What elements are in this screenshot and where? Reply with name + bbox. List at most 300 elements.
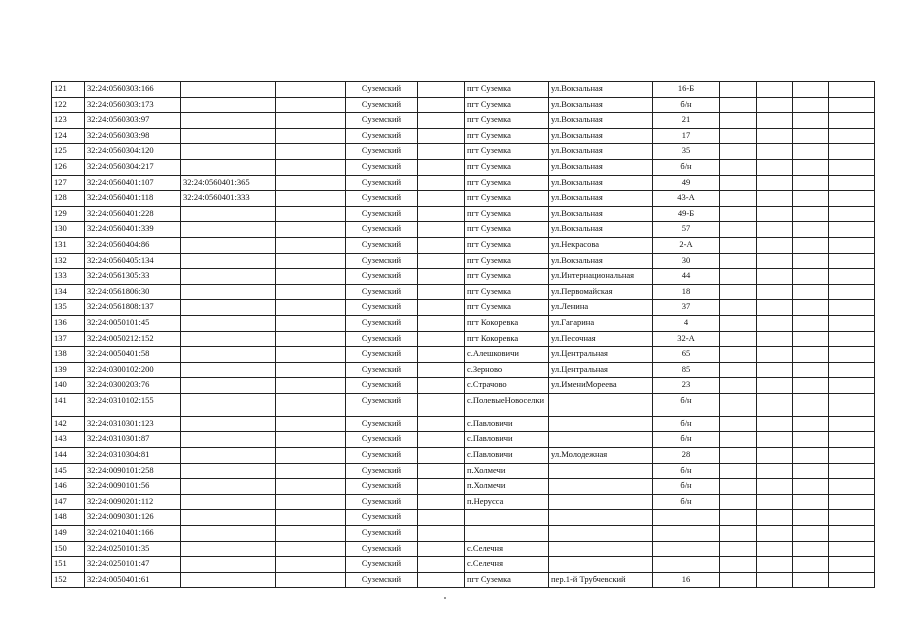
empty-cell [793,175,829,191]
cadastral-number: 32:24:0561806:30 [85,284,181,300]
district-cell: Суземский [346,206,418,222]
district-cell: Суземский [346,237,418,253]
empty-cell [720,494,757,510]
empty-cell [829,175,875,191]
locality-cell: с.Павловичи [465,416,549,432]
empty-cell [793,300,829,316]
empty-cell [720,300,757,316]
empty-cell [757,315,793,331]
street-cell: ул.Вокзальная [549,97,653,113]
table-row [52,284,875,300]
house-number-cell: 85 [653,362,720,378]
empty-cell [793,222,829,238]
empty-cell [720,416,757,432]
empty-cell [793,479,829,495]
house-number-cell: б/н [653,97,720,113]
empty-cell [720,269,757,285]
empty-cell [757,237,793,253]
empty-cell [276,479,346,495]
district-cell: Суземский [346,463,418,479]
house-number-cell: б/н [653,463,720,479]
district-cell: Суземский [346,97,418,113]
house-number-cell: 28 [653,448,720,464]
locality-cell [465,526,549,542]
house-number-cell: 4 [653,315,720,331]
empty-cell [418,393,465,416]
table-row [52,144,875,160]
related-cadastral-number [181,393,276,416]
empty-cell [793,416,829,432]
table-row [52,378,875,394]
house-number-cell: 2-А [653,237,720,253]
row-number: 123 [52,113,85,129]
cadastral-number: 32:24:0090301:126 [85,510,181,526]
street-cell: ул.Молодежная [549,448,653,464]
locality-cell: пгт Суземка [465,253,549,269]
house-number-cell: б/н [653,432,720,448]
locality-cell: с.Алешковичи [465,347,549,363]
table-row [52,222,875,238]
empty-cell [276,331,346,347]
street-cell [549,510,653,526]
related-cadastral-number [181,222,276,238]
empty-cell [829,237,875,253]
street-cell [549,393,653,416]
related-cadastral-number [181,97,276,113]
cadastral-number: 32:24:0310301:87 [85,432,181,448]
cadastral-number: 32:24:0560405:134 [85,253,181,269]
empty-cell [793,82,829,98]
page-mark [444,597,446,599]
empty-cell [720,175,757,191]
empty-cell [418,494,465,510]
house-number-cell: 23 [653,378,720,394]
street-cell: ул.Вокзальная [549,191,653,207]
empty-cell [829,479,875,495]
cadastral-number: 32:24:0050101:45 [85,315,181,331]
empty-cell [757,479,793,495]
empty-cell [793,315,829,331]
empty-cell [757,494,793,510]
table-row [52,82,875,98]
related-cadastral-number [181,494,276,510]
table-row [52,463,875,479]
empty-cell [757,113,793,129]
empty-cell [418,432,465,448]
cadastral-number: 32:24:0561808:137 [85,300,181,316]
table-row [52,97,875,113]
house-number-cell: 30 [653,253,720,269]
table-row [52,572,875,588]
empty-cell [720,315,757,331]
district-cell: Суземский [346,362,418,378]
empty-cell [829,541,875,557]
street-cell: ул.Гагарина [549,315,653,331]
empty-cell [793,97,829,113]
empty-cell [720,206,757,222]
table-row [52,300,875,316]
empty-cell [418,175,465,191]
empty-cell [829,253,875,269]
table-row [52,362,875,378]
empty-cell [793,347,829,363]
district-cell: Суземский [346,191,418,207]
empty-cell [793,159,829,175]
related-cadastral-number [181,159,276,175]
related-cadastral-number [181,416,276,432]
related-cadastral-number [181,269,276,285]
cadastral-number: 32:24:0560303:97 [85,113,181,129]
cadastral-number: 32:24:0560304:217 [85,159,181,175]
empty-cell [276,300,346,316]
related-cadastral-number [181,448,276,464]
empty-cell [720,510,757,526]
empty-cell [829,347,875,363]
cadastral-number: 32:24:0310304:81 [85,448,181,464]
empty-cell [793,284,829,300]
locality-cell: п.Холмечи [465,463,549,479]
empty-cell [418,541,465,557]
empty-cell [720,526,757,542]
empty-cell [829,144,875,160]
empty-cell [793,253,829,269]
empty-cell [793,128,829,144]
empty-cell [829,448,875,464]
empty-cell [793,393,829,416]
empty-cell [757,191,793,207]
house-number-cell: 35 [653,144,720,160]
street-cell [549,526,653,542]
house-number-cell: 18 [653,284,720,300]
table-row [52,175,875,191]
empty-cell [757,82,793,98]
district-cell: Суземский [346,526,418,542]
empty-cell [757,269,793,285]
table-row [52,237,875,253]
table-row [52,557,875,573]
house-number-cell: 57 [653,222,720,238]
locality-cell: пгт Суземка [465,300,549,316]
house-number-cell: 16-Б [653,82,720,98]
street-cell: ул.Вокзальная [549,144,653,160]
street-cell: ул.Вокзальная [549,82,653,98]
row-number: 137 [52,331,85,347]
empty-cell [793,448,829,464]
empty-cell [829,416,875,432]
empty-cell [418,448,465,464]
related-cadastral-number: 32:24:0560401:365 [181,175,276,191]
empty-cell [276,175,346,191]
empty-cell [757,128,793,144]
table-row [52,331,875,347]
empty-cell [276,362,346,378]
locality-cell: пгт Суземка [465,206,549,222]
street-cell: ул.Песочная [549,331,653,347]
row-number: 149 [52,526,85,542]
empty-cell [276,416,346,432]
house-number-cell: б/н [653,159,720,175]
row-number: 121 [52,82,85,98]
street-cell: ул.Вокзальная [549,253,653,269]
empty-cell [757,362,793,378]
empty-cell [276,144,346,160]
locality-cell: пгт Суземка [465,128,549,144]
empty-cell [829,206,875,222]
empty-cell [793,206,829,222]
row-number: 144 [52,448,85,464]
cadastral-number: 32:24:0560401:118 [85,191,181,207]
empty-cell [793,362,829,378]
empty-cell [418,284,465,300]
empty-cell [829,191,875,207]
table-row [52,347,875,363]
street-cell [549,557,653,573]
locality-cell: пгт Суземка [465,144,549,160]
house-number-cell [653,541,720,557]
empty-cell [418,479,465,495]
empty-cell [418,159,465,175]
cadastral-number: 32:24:0250101:35 [85,541,181,557]
empty-cell [793,557,829,573]
related-cadastral-number [181,253,276,269]
related-cadastral-number [181,479,276,495]
empty-cell [757,144,793,160]
empty-cell [276,222,346,238]
empty-cell [276,128,346,144]
empty-cell [829,222,875,238]
empty-cell [720,432,757,448]
house-number-cell [653,557,720,573]
table-row [52,113,875,129]
empty-cell [418,510,465,526]
empty-cell [276,159,346,175]
empty-cell [829,300,875,316]
table-row [52,191,875,207]
street-cell [549,463,653,479]
district-cell: Суземский [346,393,418,416]
empty-cell [418,463,465,479]
related-cadastral-number [181,82,276,98]
house-number-cell: б/н [653,494,720,510]
empty-cell [757,300,793,316]
row-number: 138 [52,347,85,363]
empty-cell [418,572,465,588]
empty-cell [720,159,757,175]
empty-cell [720,144,757,160]
empty-cell [829,572,875,588]
district-cell: Суземский [346,572,418,588]
cadastral-number: 32:24:0560303:166 [85,82,181,98]
empty-cell [418,362,465,378]
table-row [52,269,875,285]
locality-cell [465,510,549,526]
table-row [52,526,875,542]
table-row [52,510,875,526]
row-number: 133 [52,269,85,285]
empty-cell [829,159,875,175]
cadastral-number: 32:24:0050401:58 [85,347,181,363]
row-number: 135 [52,300,85,316]
district-cell: Суземский [346,347,418,363]
table-row [52,541,875,557]
empty-cell [276,191,346,207]
empty-cell [720,479,757,495]
empty-cell [276,448,346,464]
cadastral-number: 32:24:0561305:33 [85,269,181,285]
empty-cell [418,237,465,253]
row-number: 140 [52,378,85,394]
district-cell: Суземский [346,448,418,464]
empty-cell [720,448,757,464]
locality-cell: пгт Суземка [465,284,549,300]
empty-cell [793,269,829,285]
house-number-cell: 43-А [653,191,720,207]
row-number: 129 [52,206,85,222]
district-cell: Суземский [346,253,418,269]
house-number-cell: 44 [653,269,720,285]
district-cell: Суземский [346,222,418,238]
empty-cell [720,284,757,300]
empty-cell [418,113,465,129]
related-cadastral-number [181,347,276,363]
row-number: 128 [52,191,85,207]
empty-cell [793,432,829,448]
empty-cell [418,144,465,160]
empty-cell [418,315,465,331]
cadastral-number: 32:24:0090101:258 [85,463,181,479]
table-body [52,82,875,588]
cadastral-number: 32:24:0560303:173 [85,97,181,113]
row-number: 139 [52,362,85,378]
empty-cell [720,82,757,98]
row-number: 132 [52,253,85,269]
related-cadastral-number [181,113,276,129]
empty-cell [720,557,757,573]
empty-cell [757,526,793,542]
empty-cell [276,315,346,331]
empty-cell [757,393,793,416]
locality-cell: с.Павловичи [465,448,549,464]
empty-cell [757,378,793,394]
street-cell: ул.Вокзальная [549,128,653,144]
empty-cell [829,393,875,416]
table-row [52,448,875,464]
street-cell: ул.Центральная [549,362,653,378]
empty-cell [829,82,875,98]
empty-cell [276,510,346,526]
empty-cell [276,347,346,363]
cadastral-number: 32:24:0560401:107 [85,175,181,191]
empty-cell [720,128,757,144]
row-number: 148 [52,510,85,526]
district-cell: Суземский [346,128,418,144]
locality-cell: пгт Суземка [465,113,549,129]
table-row [52,393,875,416]
related-cadastral-number [181,378,276,394]
empty-cell [757,541,793,557]
district-cell: Суземский [346,175,418,191]
empty-cell [757,253,793,269]
street-cell: ул.Интернациональная [549,269,653,285]
empty-cell [793,541,829,557]
street-cell: пер.1-й Трубчевский [549,572,653,588]
empty-cell [757,432,793,448]
related-cadastral-number [181,128,276,144]
related-cadastral-number [181,315,276,331]
related-cadastral-number [181,541,276,557]
empty-cell [276,269,346,285]
empty-cell [418,378,465,394]
cadastral-number: 32:24:0250101:47 [85,557,181,573]
street-cell: ул.Вокзальная [549,113,653,129]
empty-cell [418,82,465,98]
house-number-cell: 21 [653,113,720,129]
registry-table [51,81,875,588]
empty-cell [793,526,829,542]
empty-cell [757,572,793,588]
cadastral-number: 32:24:0050212:152 [85,331,181,347]
table-row [52,206,875,222]
table-row [52,494,875,510]
locality-cell: пгт Суземка [465,82,549,98]
house-number-cell: 17 [653,128,720,144]
locality-cell: с.Павловичи [465,432,549,448]
district-cell: Суземский [346,269,418,285]
empty-cell [829,362,875,378]
locality-cell: пгт Суземка [465,572,549,588]
cadastral-number: 32:24:0300102:200 [85,362,181,378]
empty-cell [757,175,793,191]
house-number-cell: 37 [653,300,720,316]
house-number-cell: 32-А [653,331,720,347]
empty-cell [720,541,757,557]
related-cadastral-number [181,300,276,316]
row-number: 147 [52,494,85,510]
cadastral-number: 32:24:0560401:339 [85,222,181,238]
row-number: 131 [52,237,85,253]
cadastral-number: 32:24:0310301:123 [85,416,181,432]
empty-cell [793,463,829,479]
row-number: 126 [52,159,85,175]
street-cell: ул.Вокзальная [549,159,653,175]
empty-cell [276,113,346,129]
district-cell: Суземский [346,378,418,394]
locality-cell: п.Нерусса [465,494,549,510]
empty-cell [720,572,757,588]
empty-cell [720,347,757,363]
empty-cell [829,331,875,347]
district-cell: Суземский [346,331,418,347]
row-number: 150 [52,541,85,557]
row-number: 141 [52,393,85,416]
house-number-cell: 49-Б [653,206,720,222]
empty-cell [829,284,875,300]
district-cell: Суземский [346,315,418,331]
street-cell [549,494,653,510]
empty-cell [720,378,757,394]
house-number-cell: б/н [653,393,720,416]
street-cell: ул.Вокзальная [549,206,653,222]
street-cell: ул.Центральная [549,347,653,363]
district-cell: Суземский [346,113,418,129]
related-cadastral-number [181,510,276,526]
house-number-cell: 65 [653,347,720,363]
empty-cell [829,269,875,285]
locality-cell: пгт Суземка [465,222,549,238]
row-number: 142 [52,416,85,432]
row-number: 152 [52,572,85,588]
row-number: 146 [52,479,85,495]
